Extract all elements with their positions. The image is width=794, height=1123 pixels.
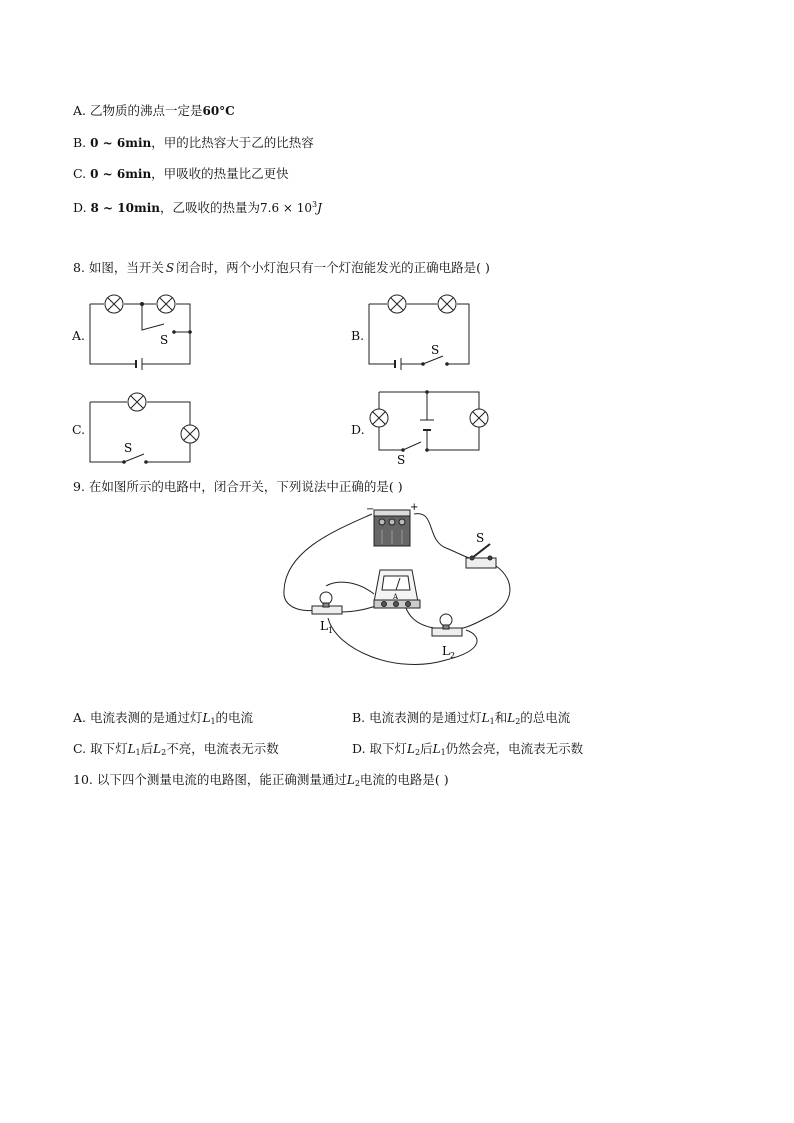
q9-option-a: [73, 710, 253, 730]
ammeter-letter: A: [393, 593, 399, 601]
bulb-icon: [181, 425, 199, 443]
q7-option-c-prefix: C.: [73, 166, 91, 181]
q10-stem-sub: 2: [354, 779, 360, 788]
q7-option-a-text: A. 乙物质的沸点一定是: [73, 103, 203, 118]
q8-circuit-a: [86, 290, 196, 370]
battery-plus-label: +: [410, 502, 419, 513]
q8-circuit-b: [365, 290, 475, 370]
switch-label: S: [160, 333, 169, 347]
switch-label: S: [397, 453, 406, 467]
bulb-icon: [470, 409, 488, 427]
q7-option-d-value: 7.6 × 10: [260, 201, 313, 215]
switch-label: S: [431, 343, 440, 357]
q8-label-a: A.: [72, 328, 86, 343]
q9-option-a-sub: 1: [210, 717, 216, 726]
q9-option-b-mid: 和: [494, 710, 508, 725]
q9-option-b-suffix: 的总电流: [520, 710, 571, 725]
q9-option-d-sub1: 2: [415, 748, 421, 757]
q8-circuit-d: [365, 388, 485, 468]
q8-label-d: D.: [351, 422, 365, 437]
q9-option-c-prefix: C. 取下灯: [73, 741, 128, 756]
q7-option-d-text: ，乙吸收的热量为: [159, 200, 260, 215]
q7-option-c: [73, 166, 289, 182]
q9-option-a-var: L: [202, 711, 211, 725]
lamp-l2-label: $L_2$: [442, 644, 456, 660]
q9-option-c-suffix: 不亮，电流表无示数: [166, 741, 279, 756]
q9-option-a-suffix: 的电流: [215, 710, 254, 725]
q8-stem-part2: 闭合时，两个小灯泡只有一个灯泡能发光的正确电路是( ): [176, 260, 490, 275]
q9-option-d-var1: L: [407, 742, 415, 756]
bulb-icon: [388, 295, 406, 313]
bulb-icon: [128, 393, 146, 411]
q8-stem-part1: 8. 如图，当开关: [73, 260, 164, 275]
bulb-icon: [370, 409, 388, 427]
q9-option-c-sub2: 2: [161, 748, 167, 757]
q8-label-b: B.: [351, 328, 365, 343]
q9-option-d-prefix: D. 取下灯: [352, 741, 408, 756]
q7-option-c-text: ，甲吸收的热量比乙更快: [151, 166, 289, 181]
q9-option-b-var2: L: [507, 711, 516, 725]
q9-option-d-suffix: 仍然会亮，电流表无示数: [445, 741, 584, 756]
q7-option-d-prefix: D.: [73, 200, 91, 215]
q7-option-d-math: 8 ~ 10min: [90, 201, 160, 215]
q9-option-c: [73, 741, 279, 761]
junction-dot: [140, 302, 144, 306]
q10-stem-var: L: [346, 773, 355, 787]
q7-option-a: [73, 103, 235, 119]
q9-physical-circuit: [276, 500, 526, 680]
q9-option-d-sub2: 1: [440, 748, 446, 757]
q9-stem: 9. 在如图所示的电路中，闭合开关，下列说法中正确的是( ): [73, 479, 403, 494]
switch-label: S: [124, 441, 133, 455]
q8-label-c: C.: [72, 422, 86, 437]
q7-option-d-exponent: 3: [312, 200, 318, 209]
q9-option-c-sub1: 1: [135, 748, 141, 757]
q10-stem: [73, 772, 449, 792]
q9-option-b-sub1: 1: [489, 717, 495, 726]
q9-option-b: [352, 710, 570, 730]
bulb-icon: [105, 295, 123, 313]
q8-stem-switch: S: [165, 261, 175, 275]
q7-option-b: [73, 135, 314, 151]
q8-stem: [73, 260, 490, 276]
q7-option-c-math: 0 ~ 6min: [90, 167, 152, 181]
q9-option-c-var1: L: [127, 742, 136, 756]
lamp-l1-label: $L_1$: [320, 619, 334, 635]
q9-option-d: [352, 741, 583, 761]
bulb-icon: [157, 295, 175, 313]
q9-option-c-mid: 后: [140, 741, 154, 756]
switch-label: S: [476, 531, 485, 545]
q9-option-a-prefix: A. 电流表测的是通过灯: [73, 710, 203, 725]
q7-option-b-math: 0 ~ 6min: [90, 136, 152, 150]
bulb-icon: [438, 295, 456, 313]
battery-minus-label: −: [366, 504, 375, 515]
q10-stem-part1: 10. 以下四个测量电流的电路图，能正确测量通过: [73, 772, 347, 787]
q7-option-a-value: 60°C: [202, 104, 235, 118]
lamp-l2-icon: [432, 614, 462, 636]
q9-option-b-sub2: 2: [515, 717, 521, 726]
q9-option-c-var2: L: [153, 742, 162, 756]
knife-switch-icon: [466, 544, 496, 568]
battery-icon: [374, 510, 410, 546]
q9-option-b-prefix: B. 电流表测的是通过灯: [352, 710, 482, 725]
ammeter-icon: [374, 570, 420, 608]
q7-option-d-unit: J: [317, 201, 322, 215]
q7-option-b-text: ，甲的比热容大于乙的比热容: [151, 135, 314, 150]
q8-circuit-c: [86, 390, 196, 466]
q7-option-b-prefix: B.: [73, 135, 91, 150]
q7-option-d: [73, 197, 322, 216]
lamp-l1-icon: [312, 592, 342, 614]
q9-option-b-var1: L: [481, 711, 490, 725]
q9-option-d-var2: L: [432, 742, 441, 756]
q10-stem-part2: 电流的电路是( ): [359, 772, 449, 787]
q9-option-d-mid: 后: [420, 741, 433, 756]
